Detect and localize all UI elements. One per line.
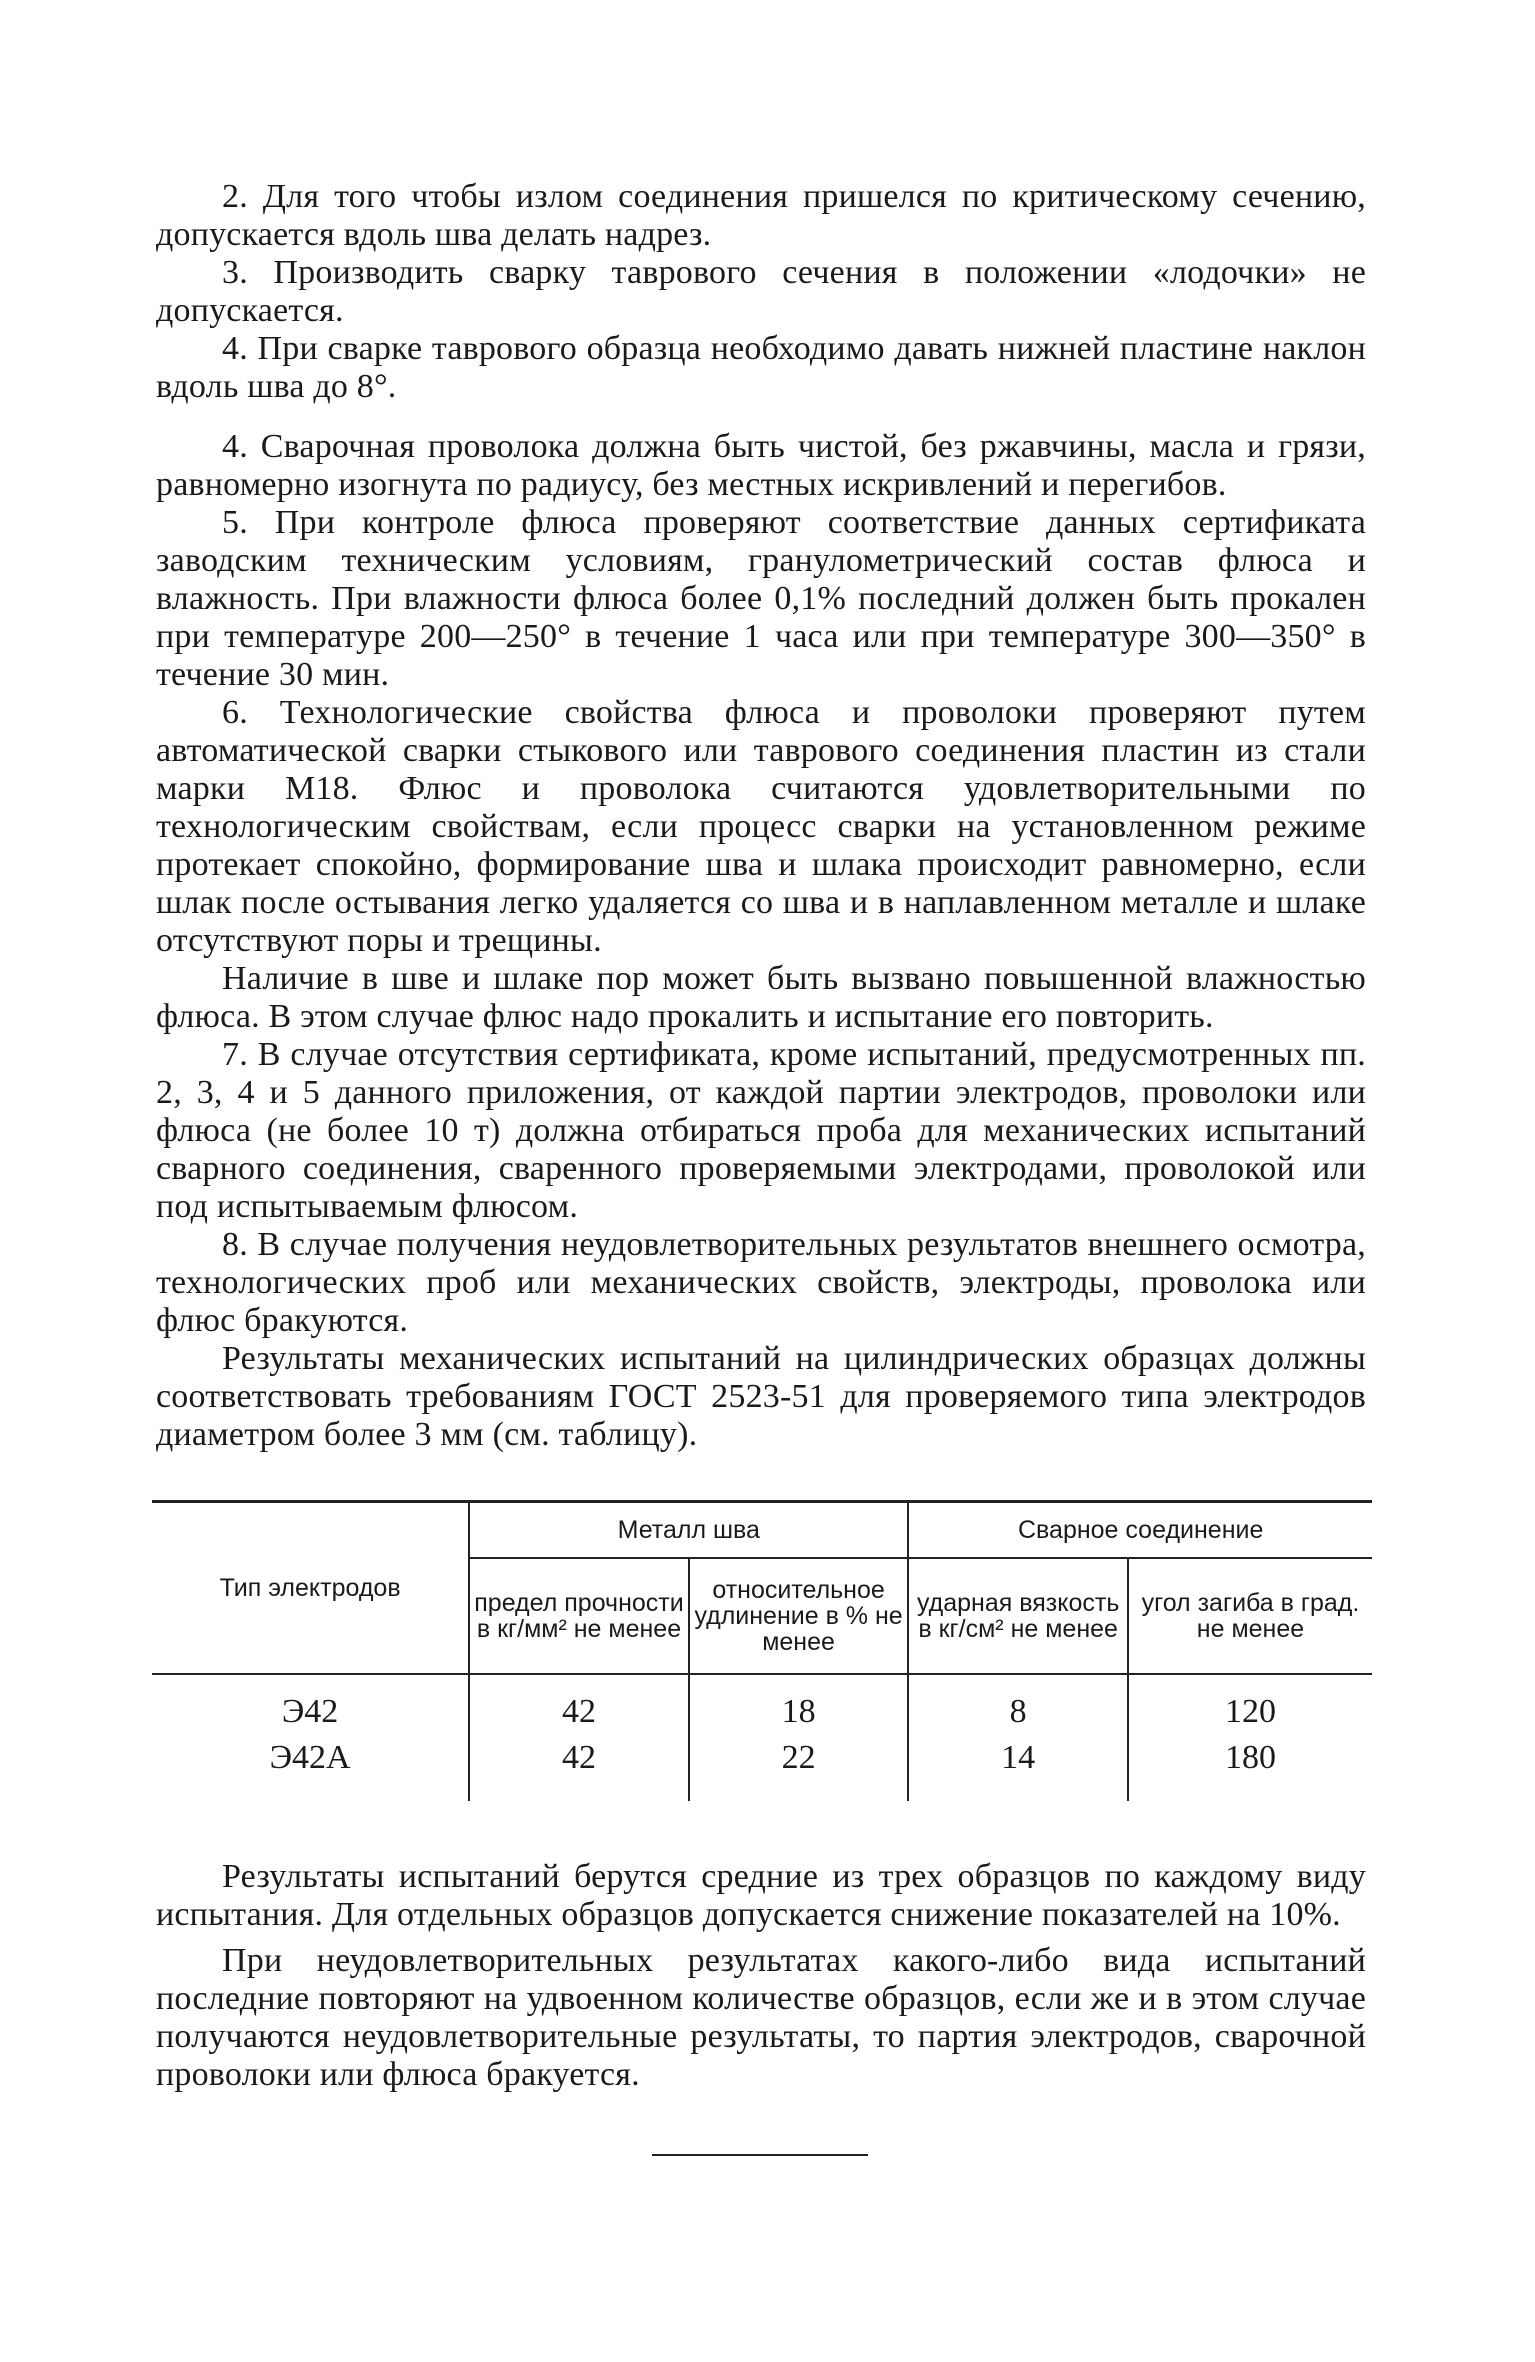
header-weld-metal: Металл шва xyxy=(469,1502,908,1559)
row-2-strength: 42 xyxy=(469,1735,689,1801)
header-electrode-type: Тип электродов xyxy=(152,1502,469,1675)
results-notes xyxy=(156,1858,1366,2094)
row-1-elongation: 18 xyxy=(689,1674,909,1735)
clause-7: 7. В случае отсутствия сертификата, кроме испытаний, предусмотренных пп. 2, 3, 4 и 5 данного приложения, от каждой партии электродов, проволоки или флюса (не более 10 т) должна отбираться проба для механических испытаний сварного соединения, сваренного проверяемыми электродами, проволокой или под испытываемым флюсом. xyxy=(156,1036,1366,1225)
retest-note: При неудовлетворительных результатах какого-либо вида испытаний последние повторяют на удвоенном количестве образцов, если же и в этом случае получаются неудовлетворительные результаты, то партия электродов, сварочной проволоки или флюса бракуется. xyxy=(156,1942,1366,2093)
header-welded-joint: Сварное соединение xyxy=(908,1502,1372,1559)
row-1-strength: 42 xyxy=(469,1674,689,1735)
results-table xyxy=(152,1500,1372,1830)
row-2-elongation: 22 xyxy=(689,1735,909,1801)
clause-4: 4. Сварочная проволока должна быть чистой, без ржавчины, масла и грязи, равномерно изогнута по радиусу, без местных искривлений и перегибов. xyxy=(156,428,1366,503)
note-2: 2. Для того чтобы излом соединения пришелся по критическому сечению, допускается вдоль шва делать надрез. xyxy=(156,178,1366,253)
row-2-impact: 14 xyxy=(908,1735,1128,1801)
row-2-bend: 180 xyxy=(1128,1735,1372,1801)
results-intro: Результаты механических испытаний на цилиндрических образцах должны соответствовать требованиям ГОСТ 2523-51 для проверяемого типа электродов диаметром более 3 мм (см. таблицу). xyxy=(156,1340,1366,1453)
header-impact: ударная вязкость в кг/см² не менее xyxy=(908,1558,1128,1674)
header-elongation: относительное удлинение в % не менее xyxy=(689,1558,909,1674)
row-2-type: Э42А xyxy=(269,1739,351,1776)
note-4: 4. При сварке таврового образца необходимо давать нижней пластине наклон вдоль шва до 8°. xyxy=(156,330,1366,405)
clause-6-note: Наличие в шве и шлаке пор может быть вызвано повышенной влажностью флюса. В этом случае флюс надо прокалить и испытание его повторить. xyxy=(156,960,1366,1035)
averaging-note: Результаты испытаний берутся средние из трех образцов по каждому виду испытания. Для отдельных образцов допускается снижение показателей на 10%. xyxy=(156,1858,1366,1933)
clause-6: 6. Технологические свойства флюса и проволоки проверяют путем автоматической сварки стыкового или таврового соединения пластин из стали марки М18. Флюс и проволока считаются удовлетворительными по технологическим свойствам, если процесс сварки на установленном режиме протекает спокойно, формирование шва и шлака происходит равномерно, если шлак после остывания легко удаляется со шва и в наплавленном металле и шлаке отсутствуют поры и трещины. xyxy=(156,694,1366,959)
header-bend-angle: угол загиба в град. не менее xyxy=(1128,1558,1372,1674)
row-1-bend: 120 xyxy=(1128,1674,1372,1735)
end-divider xyxy=(652,2154,868,2156)
row-1-type: Э42 xyxy=(281,1693,339,1730)
row-1-impact: 8 xyxy=(908,1674,1128,1735)
clause-5: 5. При контроле флюса проверяют соответствие данных сертификата заводским техническим условиям, гранулометрический состав флюса и влажность. При влажности флюса более 0,1% последний должен быть прокален при температуре 200—250° в течение 1 часа или при температуре 300—350° в течение 30 мин. xyxy=(156,504,1366,693)
document-body xyxy=(156,178,1366,1454)
note-3: 3. Производить сварку таврового сечения в положении «лодочки» не допускается. xyxy=(156,254,1366,329)
header-tensile-strength: предел прочности в кг/мм² не менее xyxy=(469,1558,689,1674)
clause-8: 8. В случае получения неудовлетворительных результатов внешнего осмотра, технологических проб или механических свойств, электроды, проволока или флюс бракуются. xyxy=(156,1226,1366,1339)
test-notes xyxy=(156,178,1366,406)
